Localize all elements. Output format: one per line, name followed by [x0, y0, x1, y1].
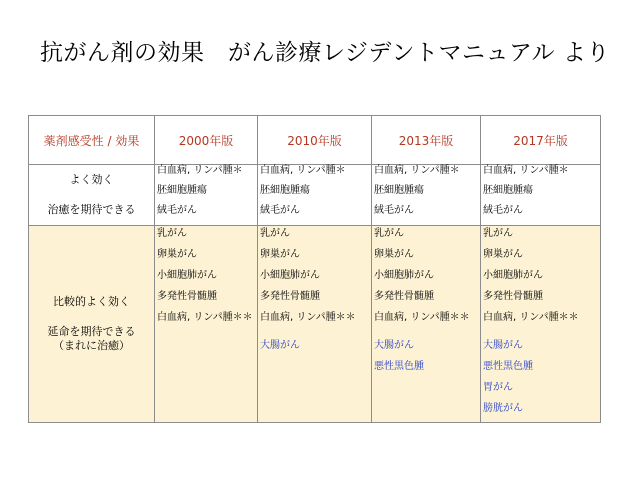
- category-highly-effective: [29, 165, 155, 226]
- cell-2017-moderately-effective: [481, 226, 601, 423]
- cell-2000-highly-effective: [155, 165, 258, 226]
- cancer-item: 卵巣がん: [260, 249, 300, 260]
- added-cancer-item: 膀胱がん: [483, 403, 523, 414]
- cancer-item: 白血病, リンパ腫＊: [483, 165, 569, 176]
- category-moderately-effective: [29, 226, 155, 423]
- header-2017: 2017年版: [481, 116, 601, 165]
- added-cancer-item: 大腸がん: [483, 340, 523, 351]
- cancer-item: 卵巣がん: [483, 249, 523, 260]
- added-cancer-item: 大腸がん: [260, 340, 300, 351]
- cancer-item: 乳がん: [483, 228, 513, 239]
- slide-title: 抗がん剤の効果 がん診療レジデントマニュアル より: [40, 40, 610, 66]
- cancer-item: 白血病, リンパ腫＊＊: [260, 312, 356, 323]
- cancer-item: 胚細胞腫瘍: [483, 185, 533, 196]
- cancer-item: 胚細胞腫瘍: [157, 185, 207, 196]
- header-row: [29, 116, 601, 165]
- category-sublabel: 延命を期待できる: [47, 325, 136, 339]
- added-cancer-item: 大腸がん: [374, 340, 414, 351]
- cell-2017-highly-effective: [481, 165, 601, 226]
- cancer-item: 多発性骨髄腫: [483, 291, 543, 302]
- cancer-item: 多発性骨髄腫: [260, 291, 320, 302]
- cancer-item: 乳がん: [157, 228, 187, 239]
- category-label: 比較的よく効く: [53, 295, 130, 309]
- cancer-item: 白血病, リンパ腫＊＊: [374, 312, 470, 323]
- cancer-item: 小細胞肺がん: [483, 270, 543, 281]
- cancer-item: 多発性骨髄腫: [157, 291, 217, 302]
- cancer-item: 白血病, リンパ腫＊＊: [157, 312, 253, 323]
- cancer-item: 胚細胞腫瘍: [374, 185, 424, 196]
- cell-2013-highly-effective: [372, 165, 481, 226]
- cell-2013-moderately-effective: [372, 226, 481, 423]
- cancer-item: 卵巣がん: [157, 249, 197, 260]
- table-row-highly-effective: [29, 165, 601, 226]
- cancer-item: 白血病, リンパ腫＊: [374, 165, 460, 176]
- cancer-item: 小細胞肺がん: [157, 270, 217, 281]
- cancer-item: 小細胞肺がん: [374, 270, 434, 281]
- cancer-item: 卵巣がん: [374, 249, 414, 260]
- cancer-item: 乳がん: [260, 228, 290, 239]
- cancer-item: 多発性骨髄腫: [374, 291, 434, 302]
- added-cancer-item: 胃がん: [483, 382, 513, 393]
- cell-2010-moderately-effective: [258, 226, 372, 423]
- category-sublabel: 治癒を期待できる: [47, 203, 136, 216]
- cancer-item: 胚細胞腫瘍: [260, 185, 310, 196]
- cancer-item: 白血病, リンパ腫＊: [260, 165, 346, 176]
- category-label: よく効く: [69, 173, 114, 187]
- header-2013: 2013年版: [372, 116, 481, 165]
- header-2010: 2010年版: [258, 116, 372, 165]
- header-sensitivity: 薬剤感受性 / 効果: [29, 116, 155, 165]
- added-cancer-item: 悪性黒色腫: [374, 361, 424, 372]
- cancer-item: 絨毛がん: [374, 205, 414, 216]
- cancer-item: 白血病, リンパ腫＊: [157, 165, 243, 176]
- cell-2000-moderately-effective: [155, 226, 258, 423]
- cancer-item: 絨毛がん: [260, 205, 300, 216]
- header-2000: 2000年版: [155, 116, 258, 165]
- table-row-moderately-effective: [29, 226, 601, 423]
- drug-effect-table: [28, 115, 601, 423]
- cancer-item: 白血病, リンパ腫＊＊: [483, 312, 579, 323]
- cancer-item: 絨毛がん: [157, 205, 197, 216]
- cancer-item: 絨毛がん: [483, 205, 523, 216]
- cancer-item: 乳がん: [374, 228, 404, 239]
- cancer-item: 小細胞肺がん: [260, 270, 320, 281]
- added-cancer-item: 悪性黒色腫: [483, 361, 533, 372]
- category-note: （まれに治癒）: [53, 338, 130, 352]
- cell-2010-highly-effective: [258, 165, 372, 226]
